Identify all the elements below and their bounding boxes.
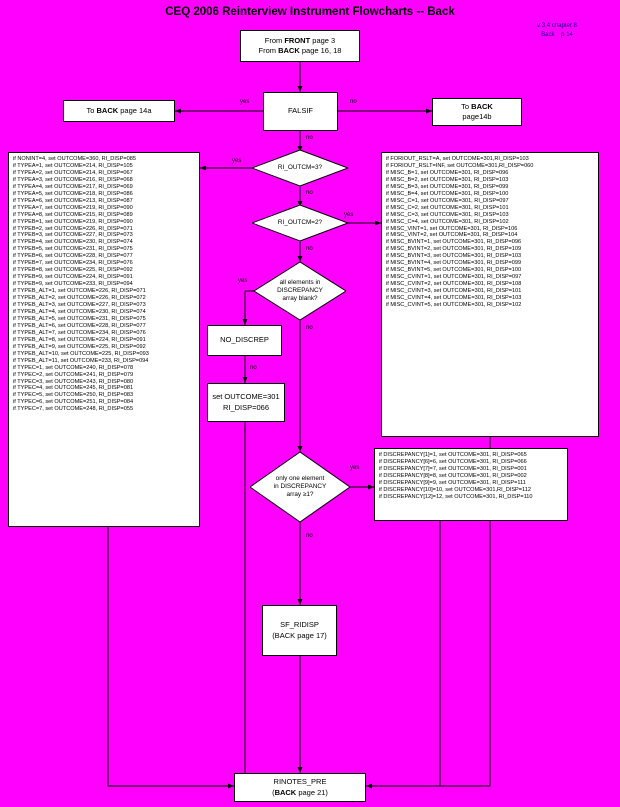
right-assignment-top-item: if MISC_C=3, set OUTCOME=301, RI_DISP=103 <box>386 211 509 218</box>
decision-ri-outcm-2-label: RI_OUTCM=2? <box>277 218 323 226</box>
right-assignment-list-bottom <box>374 448 568 521</box>
edge-label-blank-yes: yes <box>238 278 248 284</box>
node-sf-ridisp: SF_RIDISP (BACK page 17) <box>262 605 337 656</box>
left-assignment-item: if TYPEB=4, set OUTCOME=230, RI_DISP=074 <box>13 239 133 246</box>
edge-label-outcm3-yes: yes <box>232 158 242 164</box>
right-assignment-top-item: if MISC_CVINT=4, set OUTCOME=301, RI_DISP=103 <box>386 295 522 302</box>
left-assignment-item: if TYPEB_ALT=6, set OUTCOME=228, RI_DISP=077 <box>13 322 146 329</box>
right-assignment-top-item: if MISC_B=3, set OUTCOME=301, RI_DISP=099 <box>386 183 509 190</box>
node-falsif <box>263 92 338 131</box>
right-assignment-top-item: if MISC_BVINT=4, set OUTCOME=301, RI_DISP=099 <box>386 260 522 267</box>
left-assignment-item: if TYPEA=3, set OUTCOME=216, RI_DISP=068 <box>13 176 133 183</box>
node-to-back-14b: To BACK page14b <box>432 98 522 126</box>
left-assignment-item: if TYPEB=1, set OUTCOME=219, RI_DISP=090 <box>13 218 133 225</box>
left-assignment-item: if TYPEA=4, set OUTCOME=217, RI_DISP=069 <box>13 183 133 190</box>
decision-all-blank-label: all elements in DISCREPANCY array blank? <box>277 278 323 303</box>
decision-only-one-element-label: only one element in DISCREPANCY array ≥1? <box>273 474 327 499</box>
right-assignment-top-item: if MISC_CVINT=5, set OUTCOME=301, RI_DISP=102 <box>386 302 522 309</box>
left-assignment-item: if NONINT=4, set OUTCOME=360, RI_DISP=085 <box>13 156 136 162</box>
left-assignment-item: if TYPEB_ALT=10, set OUTCOME=225, RI_DISP=093 <box>13 350 149 357</box>
left-assignment-item: if TYPEB_ALT=9, set OUTCOME=225, RI_DISP=092 <box>13 343 146 350</box>
left-assignment-item: if TYPEA=7, set OUTCOME=219, RI_DISP=090 <box>13 204 133 211</box>
edge-label-outcm2-no: no <box>306 246 313 252</box>
right-assignment-bottom-item: if DISCREPANCY[6]=6, set OUTCOME=301, RI_DISP=066 <box>379 458 527 465</box>
left-assignment-item: if TYPEB=8, set OUTCOME=225, RI_DISP=092 <box>13 267 133 274</box>
left-assignment-item: if TYPEB=2, set OUTCOME=226, RI_DISP=071 <box>13 225 133 232</box>
edge-label-outcm2-yes: yes <box>344 212 354 218</box>
right-assignment-bottom-item: if DISCREPANCY[10]=10, set OUTCOME=301,RI_DISP=112 <box>379 486 531 493</box>
edge-label-one-yes: yes <box>350 465 360 471</box>
node-set-outcome-301: set OUTCOME=301 RI_DISP=066 <box>207 383 285 422</box>
left-assignment-item: if TYPEC=1, set OUTCOME=240, RI_DISP=078 <box>13 364 134 371</box>
node-to-back-14a: To BACK page 14a <box>63 100 175 122</box>
left-assignment-item: if TYPEC=5, set OUTCOME=250, RI_DISP=083 <box>13 392 134 399</box>
version-note-line1: v 3.4 chapter 8 <box>537 23 577 29</box>
left-assignment-item: if TYPEB=9, set OUTCOME=224, RI_DISP=091 <box>13 274 133 281</box>
edge-label-falsif-yes: yes <box>240 99 250 105</box>
left-assignment-item: if TYPEA=6, set OUTCOME=213, RI_DISP=087 <box>13 197 133 204</box>
left-assignment-item: if TYPEA=1, set OUTCOME=214, RI_DISP=105 <box>13 162 133 169</box>
edge-label-one-no: no <box>306 533 313 539</box>
right-assignment-top-item: if MISC_CVINT=2, set OUTCOME=301, RI_DISP=108 <box>386 281 522 288</box>
right-assignment-top-item: if FORIOUT_RSLT=INF, set OUTCOME=301,RI_DISP=060 <box>386 162 534 169</box>
decision-ri-outcm-2 <box>252 205 348 241</box>
right-assignment-top-item: if MISC_CVINT=3, set OUTCOME=301, RI_DISP=101 <box>386 288 522 295</box>
right-assignment-bottom-item: if DISCREPANCY[7]=7, set OUTCOME=301, RI_DISP=001 <box>379 465 527 472</box>
right-assignment-top-item: if MISC_VINT=2, set OUTCOME=301, RI_DISP=104 <box>386 232 518 239</box>
left-assignment-item: if TYPEC=3, set OUTCOME=243, RI_DISP=080 <box>13 378 134 385</box>
right-assignment-top-item: if MISC_C=2, set OUTCOME=301, RI_DISP=101 <box>386 204 509 211</box>
left-assignment-item: if TYPEA=8, set OUTCOME=215, RI_DISP=089 <box>13 211 133 218</box>
right-assignment-top-item: if MISC_B=2, set OUTCOME=301, RI_DISP=103 <box>386 176 509 183</box>
right-assignment-bottom-item: if DISCREPANCY[8]=8, set OUTCOME=301, RI_DISP=002 <box>379 472 527 479</box>
left-assignment-item: if TYPEB_ALT=4, set OUTCOME=230, RI_DISP=074 <box>13 308 146 315</box>
edge-label-blank-no: no <box>306 325 313 331</box>
left-assignment-item: if TYPEB_ALT=8, set OUTCOME=224, RI_DISP=091 <box>13 336 146 343</box>
right-assignment-top-item: if MISC_BVINT=1, set OUTCOME=301, RI_DISP=096 <box>386 239 522 246</box>
node-no-discrep-label: NO_DISCREP <box>220 335 269 345</box>
left-assignment-item: if TYPEB_ALT=5, set OUTCOME=231, RI_DISP=075 <box>13 315 146 322</box>
left-assignment-item: if TYPEA=2, set OUTCOME=214, RI_DISP=067 <box>13 169 133 176</box>
right-assignment-top-item: if MISC_B=1, set OUTCOME=301, RI_DISP=096 <box>386 169 509 176</box>
right-assignment-bottom-item: if DISCREPANCY[9]=9, set OUTCOME=301, RI_DISP=111 <box>379 479 526 486</box>
left-assignment-item: if TYPEB=6, set OUTCOME=228, RI_DISP=077 <box>13 253 133 260</box>
left-assignment-item: if TYPEB=5, set OUTCOME=231, RI_DISP=075 <box>13 246 133 253</box>
right-assignment-top-item: if MISC_BVINT=5, set OUTCOME=301, RI_DISP=100 <box>386 267 522 274</box>
node-from-front: From FRONT page 3 From BACK page 16, 18 <box>240 30 360 62</box>
edge-label-falsif-no: no <box>350 99 357 105</box>
left-assignment-item: if TYPEC=4, set OUTCOME=245, RI_DISP=081 <box>13 385 134 392</box>
right-assignment-top-item: if MISC_VINT=1, set OUTCOME=301, RI_DISP=106 <box>386 225 518 232</box>
right-assignment-top-item: if MISC_CVINT=1, set OUTCOME=301, RI_DISP=097 <box>386 274 522 281</box>
right-assignment-top-item: if MISC_C=1, set OUTCOME=301, RI_DISP=097 <box>386 197 509 204</box>
left-assignment-item: if TYPEB_ALT=1, set OUTCOME=226, RI_DISP=071 <box>13 288 146 295</box>
right-assignment-top-item: if MISC_C=4, set OUTCOME=301, RI_DISP=102 <box>386 218 509 225</box>
node-no-discrep <box>207 325 282 356</box>
right-assignment-bottom-item: if DISCREPANCY[1]=1, set OUTCOME=301, RI_DISP=065 <box>379 452 527 458</box>
node-falsif-label: FALSIF <box>287 106 313 116</box>
decision-ri-outcm-3-label: RI_OUTCM=3? <box>277 163 323 171</box>
edge-label-outcm3-no: no <box>306 190 313 196</box>
right-assignment-top-item: if FORIOUT_RSLT=A, set OUTCOME=301,RI_DISP=103 <box>386 156 529 162</box>
left-assignment-item: if TYPEC=7, set OUTCOME=248, RI_DISP=055 <box>13 406 134 413</box>
right-assignment-top-item: if MISC_BVINT=2, set OUTCOME=301, RI_DISP=109 <box>386 246 522 253</box>
version-note <box>502 22 612 40</box>
left-assignment-item: if TYPEB_ALT=11, set OUTCOME=233, RI_DISP=094 <box>13 357 149 364</box>
edge-label-falsif-down: no <box>306 135 313 141</box>
left-assignment-item: if TYPEB=3, set OUTCOME=227, RI_DISP=073 <box>13 232 133 239</box>
left-assignment-item: if TYPEB_ALT=2, set OUTCOME=226, RI_DISP=072 <box>13 295 146 302</box>
edge-label-discrep-down: no <box>250 365 257 371</box>
right-assignment-bottom-item: if DISCREPANCY[12]=12, set OUTCOME=301, RI_DISP=110 <box>379 493 533 500</box>
decision-all-blank <box>254 262 346 320</box>
left-assignment-item: if TYPEC=2, set OUTCOME=241, RI_DISP=079 <box>13 371 134 378</box>
left-assignment-item: if TYPEB=7, set OUTCOME=234, RI_DISP=076 <box>13 260 133 267</box>
version-note-line2: Back p 14 <box>541 32 573 38</box>
decision-ri-outcm-3 <box>252 150 348 186</box>
right-assignment-top-item: if MISC_B=4, set OUTCOME=301, RI_DISP=100 <box>386 190 509 197</box>
left-assignment-list <box>8 152 200 527</box>
right-assignment-top-item: if MISC_BVINT=3, set OUTCOME=301, RI_DISP=103 <box>386 253 522 260</box>
node-rinotes-pre: RINOTES_PRE (BACK page 21) <box>234 773 366 802</box>
left-assignment-item: if TYPEA=5, set OUTCOME=218, RI_DISP=086 <box>13 190 133 197</box>
left-assignment-item: if TYPEB_ALT=7, set OUTCOME=234, RI_DISP=076 <box>13 329 146 336</box>
left-assignment-item: if TYPEC=6, set OUTCOME=251, RI_DISP=084 <box>13 399 134 406</box>
decision-only-one-element <box>250 452 350 522</box>
right-assignment-list-top <box>381 152 599 437</box>
left-assignment-item: if TYPEB=9, set OUTCOME=233, RI_DISP=094 <box>13 281 133 288</box>
page-title: CEQ 2006 Reinterview Instrument Flowcharts -- Back <box>165 6 455 18</box>
left-assignment-item: if TYPEB_ALT=3, set OUTCOME=227, RI_DISP=073 <box>13 302 146 309</box>
